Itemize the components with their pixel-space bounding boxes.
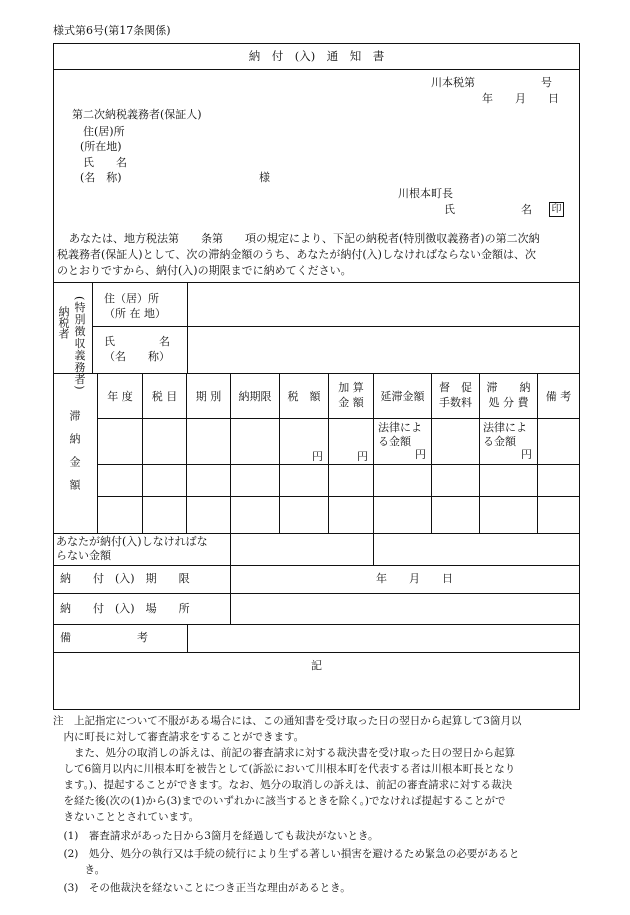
delinquency-legal-2: る金額 [378,435,411,448]
col-additional-1: 加 算 [338,381,364,394]
addressee-heading: 第二次納税義務者(保証人) [72,108,202,121]
additional-yen: 円 [357,450,368,463]
payment-place-label: 納 付 (入) 場 所 [60,602,190,615]
entity-name-label: (名 称) [80,171,122,184]
document-number: 川本税第 号 [431,76,552,89]
location-label: (所在地) [80,140,122,153]
disposition-legal-1: 法律によ [483,421,527,434]
col-reminder-1: 督 促 [439,381,472,394]
address-label: 住(居)所 [83,125,125,138]
col-fiscal-year: 年 度 [107,390,133,403]
name-label: 氏 名 [83,156,127,169]
col-disposition-1: 滞 納 [486,381,531,394]
form-label: 様式第6号(第17条関係) [53,24,171,37]
tax-amount-yen: 円 [312,450,323,463]
must-pay-label-1: あなたが納付(入)しなければな [56,535,208,548]
disposition-legal-2: る金額 [483,435,516,448]
note-line-4: して6箇月以内に川根本町を被告として(訴訟において川根本町を代表する者は川根本町長となり [53,763,516,775]
delinquency-yen: 円 [415,448,426,461]
note-line-5: ます。)、提起することができます。なお、処分の取消しの訴えは、前記の審査請求に対する裁決 [53,779,513,791]
payment-deadline-value: 年 月 日 [376,572,453,585]
col-tax-amount: 税 額 [287,390,321,403]
ki-marker: 記 [311,659,322,672]
notice-body-line-1: あなたは、地方税法第 条第 項の規定により、下記の納税者(特別徴収義務者)の第二次納 [69,232,540,245]
arrears-amount-label: 滞納金額 [68,410,81,502]
col-installment: 期 別 [195,390,222,403]
notice-body-line-3: のとおりですから、納付(入)の期限までに納めてください。 [57,264,352,277]
form-title: 納 付 (入) 通 知 書 [248,49,385,63]
col-reminder-2: 手数料 [439,396,472,409]
taxpayer-entity-label: （名 称） [104,350,170,363]
note-line-1: 注 上記指定について不服がある場合には、この通知書を受け取った日の翌日から起算して3箇月以 [53,715,522,727]
payment-deadline-label: 納 付 (入) 期 限 [60,572,190,585]
notice-body-line-2: 税義務者(保証人)として、次の滞納金額のうち、あなたが納付(入)しなければならない金額は、次 [57,248,536,261]
col-disposition-2: 処 分 費 [488,396,529,409]
taxpayer-location-label: （所 在 地） [104,307,166,320]
col-remarks: 備 考 [545,390,572,403]
seal-mark: 印 [549,202,564,217]
taxpayer-block-label: 納税者 [57,306,70,339]
remarks-label: 備 考 [60,631,148,644]
note-item-3: (3) その他裁決を経ないことにつき正当な理由があるとき。 [53,882,351,894]
issuer-name-label: 氏 名 [444,203,532,216]
document-date: 年 月 日 [482,92,559,105]
honorific: 様 [259,171,270,184]
taxpayer-block-sublabel: (特別徴収義務者) [73,296,86,391]
issuer-title: 川根本町長 [398,187,453,200]
disposition-yen: 円 [521,448,532,461]
col-due-date: 納期限 [238,390,272,403]
note-item-2: (2) 処分、処分の執行又は手続の続行により生ずる著しい損害を避けるため緊急の必要があると [53,848,520,860]
note-item-1: (1) 審査請求があった日から3箇月を経過しても裁決がないとき。 [53,830,379,842]
must-pay-label-2: らない金額 [56,549,111,562]
col-tax-item: 税 目 [151,390,178,403]
note-item-2-cont: き。 [53,864,106,876]
delinquency-legal-1: 法律によ [378,421,422,434]
col-delinquency: 延滞金額 [380,390,425,403]
note-line-7: きないこととされています。 [53,811,200,823]
note-line-2: 内に町長に対して審査請求をすることができます。 [53,731,305,743]
taxpayer-address-label: 住（居）所 [104,292,159,305]
col-additional-2: 金 額 [338,396,364,409]
note-line-6: を経た後(次の(1)から(3)までのいずれかに該当するときを除く。)でなければ提起することがで [53,795,506,807]
taxpayer-name-label: 氏 名 [104,335,170,348]
note-line-3: また、処分の取消しの訴えは、前記の審査請求に対する裁決書を受け取った日の翌日から起算 [53,747,515,759]
